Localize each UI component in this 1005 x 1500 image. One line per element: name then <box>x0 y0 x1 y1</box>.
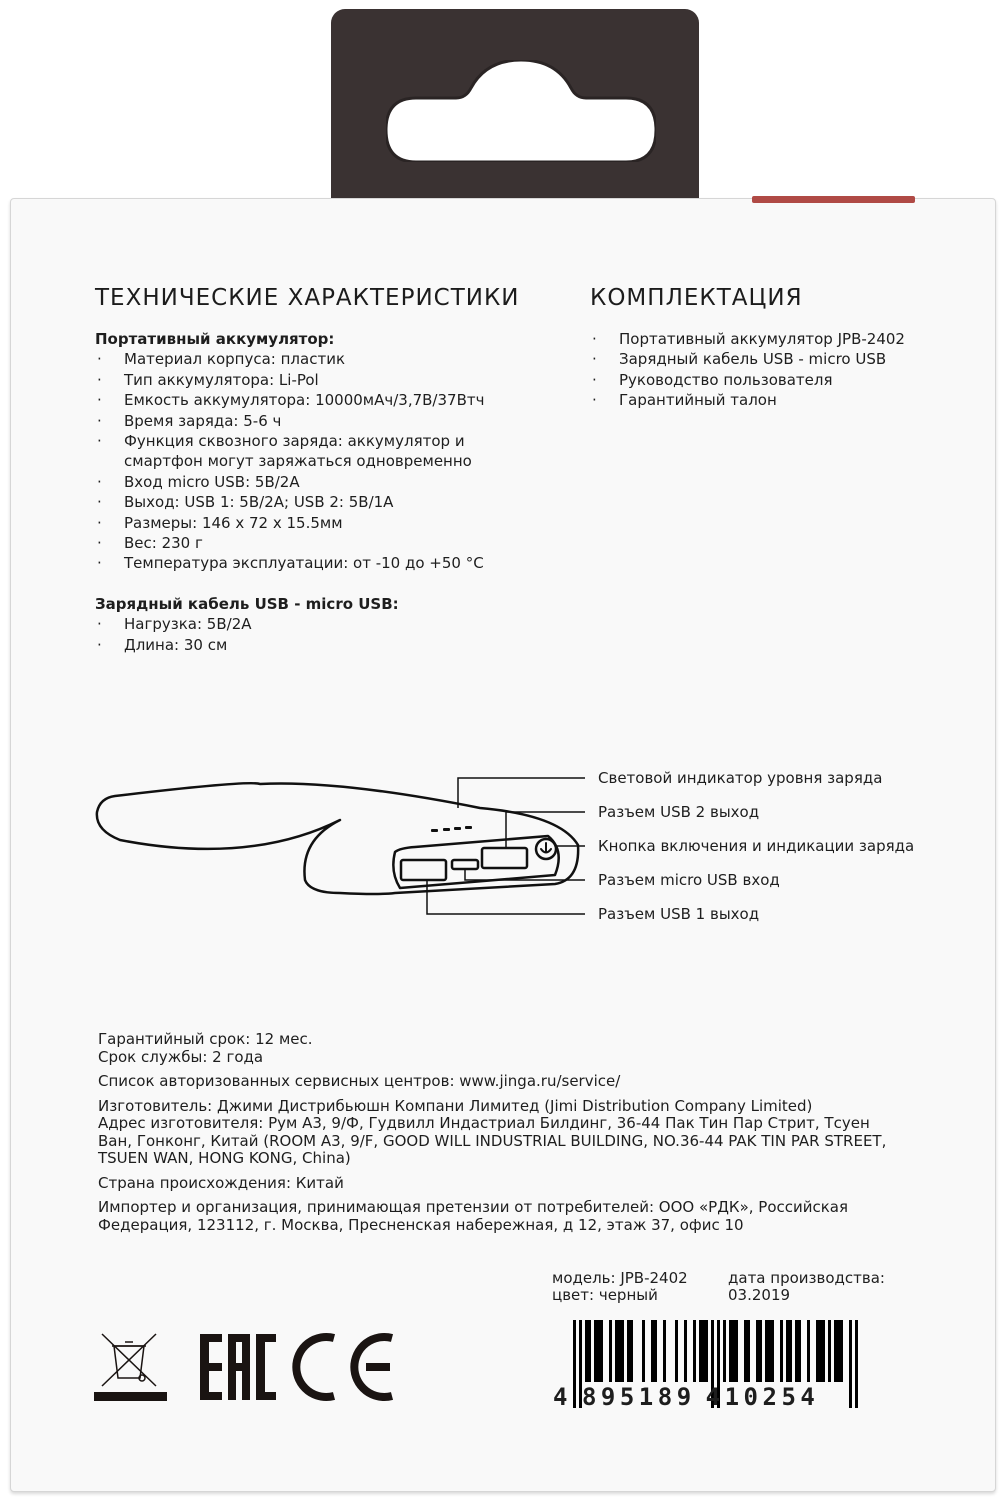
model-text: модель: JPB-2402 <box>552 1269 688 1287</box>
barcode-bar <box>723 1320 726 1382</box>
barcode-bar <box>693 1320 696 1382</box>
label-usb2-output: Разъем USB 2 выход <box>598 803 760 821</box>
barcode-digit-first: 4 <box>553 1383 572 1411</box>
label-microusb-input: Разъем micro USB вход <box>598 871 780 889</box>
barcode-bar <box>786 1320 789 1382</box>
spec-item: · Выход: USB 1: 5В/2А; USB 2: 5В/1А <box>95 492 535 512</box>
barcode-bar <box>609 1320 612 1382</box>
label-usb1-output: Разъем USB 1 выход <box>598 905 760 923</box>
barcode-bar <box>642 1320 645 1382</box>
barcode-bar <box>849 1320 852 1408</box>
service-life-text: Срок службы: 2 года <box>98 1047 264 1066</box>
package-item: · Зарядный кабель USB - micro USB <box>590 349 905 369</box>
barcode-bar <box>840 1320 843 1382</box>
barcode-bar <box>627 1320 630 1382</box>
usb2-port <box>482 848 527 868</box>
barcode-bar <box>828 1320 831 1382</box>
barcode-bar <box>765 1320 768 1382</box>
color-text: цвет: черный <box>552 1286 658 1304</box>
barcode-digits-right: 410254 <box>705 1383 820 1411</box>
specs-title: ТЕХНИЧЕСКИЕ ХАРАКТЕРИСТИКИ <box>95 285 520 311</box>
package-item: · Портативный аккумулятор JPB-2402 <box>590 329 905 349</box>
package-title: КОМПЛЕКТАЦИЯ <box>590 285 803 311</box>
barcode-bar <box>654 1320 657 1382</box>
barcode-bar <box>702 1320 705 1382</box>
barcode-bar <box>795 1320 798 1382</box>
barcode-bar <box>816 1320 819 1382</box>
package-item: · Руководство пользователя <box>590 370 905 390</box>
barcode-bar <box>768 1320 771 1382</box>
spec-item: · Длина: 30 см <box>95 635 535 655</box>
barcode-bar <box>771 1320 774 1382</box>
spec-item: · Вход micro USB: 5В/2А <box>95 472 535 492</box>
barcode-digits-left: 895189 <box>581 1383 696 1411</box>
spec-item: · Тип аккумулятора: Li-Pol <box>95 370 535 390</box>
barcode-bar <box>600 1320 603 1382</box>
spec-item: · Материал корпуса: пластик <box>95 349 535 369</box>
barcode-bar <box>747 1320 750 1382</box>
microusb-port <box>452 860 478 869</box>
barcode-bar <box>789 1320 792 1382</box>
barcode-bar <box>621 1320 624 1382</box>
led-indicator-dots <box>431 826 472 832</box>
barcode-bar <box>756 1320 759 1382</box>
barcode-bar <box>837 1320 840 1382</box>
barcode-number <box>553 1383 819 1411</box>
spec-item: · Вес: 230 г <box>95 533 535 553</box>
importer-text: Импортер и организация, принимающая претензии от потребителей: ООО «РДК», Российская Федерация, 123112, г. Москва, Пресненская набережная, д 12, этаж 37, офис 10 <box>98 1198 849 1234</box>
production-date-value: 03.2019 <box>728 1286 791 1304</box>
address-text: Адрес изготовителя: Рум А3, 9/Ф, Гудвилл Индастриал Билдинг, 36-44 Пак Тин Пар Стрит, Тсуен Ван, Гонконг, Китай (ROOM A3, 9/F, GOOD WILL INDUSTRIAL BUILDING, NO.36-44 PAK TIN PAR STREET, TSUEN WAN, HONG KONG, China) <box>98 1114 887 1167</box>
label-power-button: Кнопка включения и индикации заряда <box>598 837 915 855</box>
barcode-bar <box>699 1320 702 1382</box>
barcode-bar <box>594 1320 597 1382</box>
barcode-bar <box>585 1320 588 1382</box>
service-centers-text: Список авторизованных сервисных центров: www.jinga.ru/service/ <box>98 1072 621 1090</box>
barcode-bar <box>780 1320 783 1382</box>
barcode-bar <box>705 1320 708 1382</box>
spec-item: · Нагрузка: 5В/2А <box>95 614 535 634</box>
barcode-bar <box>732 1320 735 1382</box>
production-date-label: дата производства: <box>728 1269 885 1287</box>
barcode-bar <box>663 1320 666 1382</box>
barcode-bar <box>597 1320 600 1382</box>
certification-marks <box>92 1330 402 1402</box>
usb1-port <box>401 860 446 880</box>
spec-item: · Емкость аккумулятора: 10000мАч/3,7В/37Втч <box>95 390 535 410</box>
barcode-bar <box>630 1320 633 1382</box>
diagram-labels <box>598 768 914 938</box>
barcode-bar <box>855 1320 858 1408</box>
callout-lines <box>427 778 585 914</box>
barcode-bar <box>819 1320 822 1382</box>
package-item: · Гарантийный талон <box>590 390 905 410</box>
barcode-bar <box>588 1320 591 1382</box>
barcode-bar <box>729 1320 732 1382</box>
weee-bin-icon <box>94 1334 167 1401</box>
legal-info <box>98 1031 908 1234</box>
manufacturer-text: Изготовитель: Джими Дистрибьюшн Компани Лимитед (Jimi Distribution Company Limited) <box>98 1096 813 1115</box>
label-led-indicator: Световой индикатор уровня заряда <box>598 769 883 787</box>
spec-item: · Время заряда: 5-6 ч <box>95 411 535 431</box>
barcode-bar <box>807 1320 810 1382</box>
barcode-bar <box>798 1320 801 1382</box>
barcode-bar <box>735 1320 738 1382</box>
barcode-bar <box>744 1320 747 1382</box>
spec-item: · Функция сквозного заряда: аккумулятор и смартфон могут заряжаться одновременно <box>95 431 494 472</box>
spec-item: · Размеры: 146 х 72 х 15.5мм <box>95 513 535 533</box>
spec-item: · Температура эксплуатации: от -10 до +50 °С <box>95 553 535 573</box>
battery-heading: Портативный аккумулятор: <box>95 330 335 348</box>
product-info <box>552 1269 885 1304</box>
warranty-text: Гарантийный срок: 12 мес. <box>98 1030 313 1048</box>
barcode-bar <box>675 1320 678 1382</box>
barcode-bar <box>822 1320 825 1382</box>
barcode-bar <box>834 1320 837 1382</box>
barcode-bar <box>759 1320 762 1382</box>
barcode-bar <box>651 1320 654 1382</box>
barcode-bar <box>615 1320 618 1382</box>
barcode-bar <box>684 1320 687 1382</box>
eac-icon <box>200 1334 276 1400</box>
ce-icon <box>296 1337 392 1397</box>
origin-text: Страна происхождения: Китай <box>98 1173 344 1192</box>
cable-heading: Зарядный кабель USB - micro USB: <box>95 594 399 613</box>
barcode-bar <box>618 1320 621 1382</box>
